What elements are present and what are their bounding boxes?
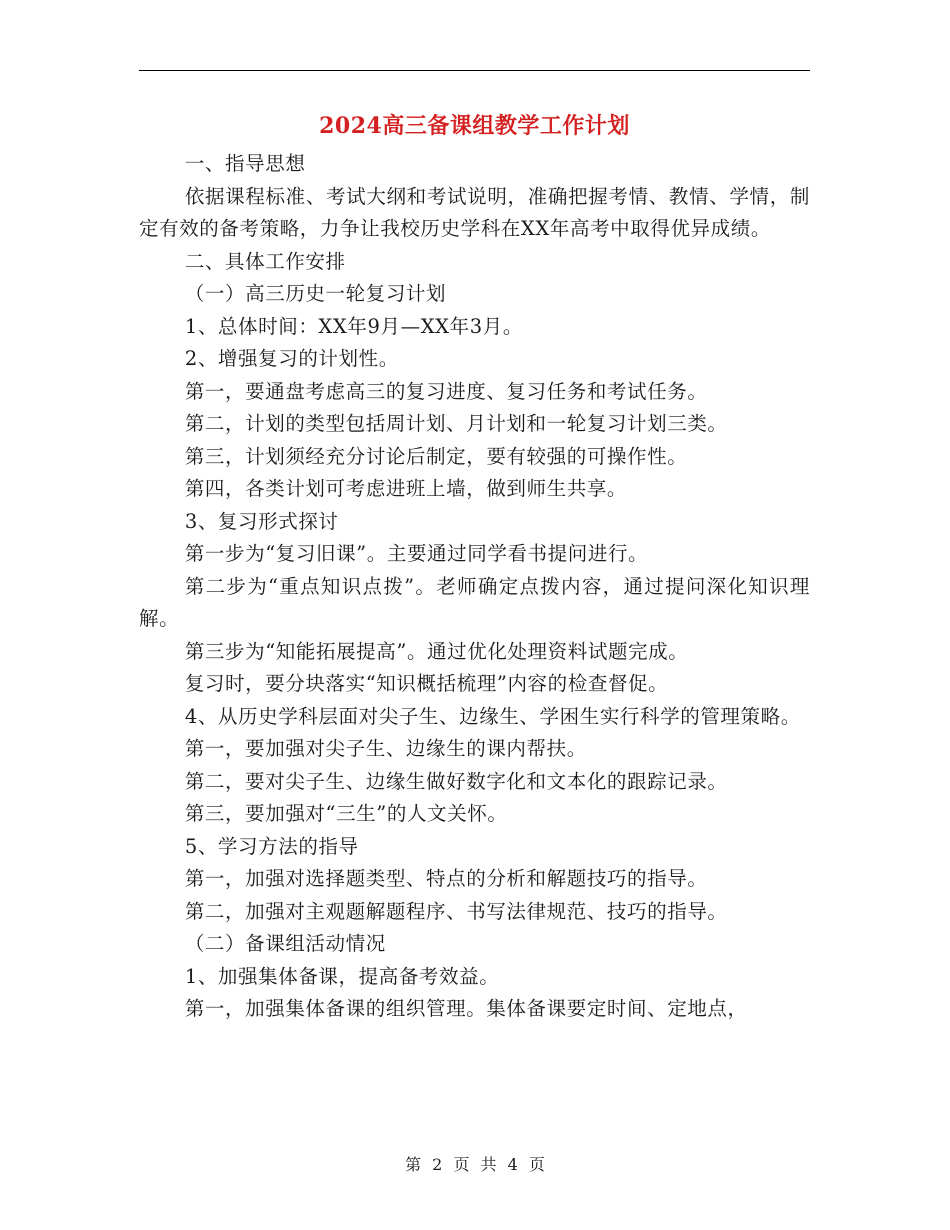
- list-item: 1、总体时间：XX年9月—XX年3月。: [184, 314, 523, 338]
- list-item: 第三，计划须经充分讨论后制定，要有较强的可操作性。: [184, 444, 688, 468]
- list-item: 第四，各类计划可考虑进班上墙，做到师生共享。: [184, 477, 628, 500]
- list-item: 第二，计划的类型包括周计划、月计划和一轮复习计划三类。: [184, 412, 728, 435]
- list-item: 第二，要对尖子生、边缘生做好数字化和文本化的跟踪记录。: [184, 769, 728, 793]
- page-number-footer: 第 2 页 共 4 页: [405, 1155, 545, 1174]
- list-item: 5、学习方法的指导: [184, 834, 359, 858]
- subsection-heading: （二）备课组活动情况: [184, 932, 386, 955]
- section-heading-1: 一、指导思想: [184, 152, 306, 175]
- list-item: 1、加强集体备课，提高备考效益。: [184, 964, 500, 988]
- list-item: 2、增强复习的计划性。: [184, 347, 399, 370]
- list-item: 第一，加强集体备课的组织管理。集体备课要定时间、定地点，: [184, 997, 748, 1020]
- subsection-heading: （一）高三历史一轮复习计划: [184, 282, 447, 305]
- header-rule: [139, 70, 810, 71]
- list-item: 复习时，要分块落实“知识概括梳理”内容的检查督促。: [184, 672, 669, 695]
- list-item: 第二步为“重点知识点拨”。老师确定点拨内容，通过提问深化知识理解。: [139, 574, 810, 630]
- list-item: 4、从历史学科层面对尖子生、边缘生、学困生实行科学的管理策略。: [184, 704, 801, 728]
- document-body: [139, 148, 810, 1026]
- list-item: 第一，加强对选择题类型、特点的分析和解题技巧的指导。: [184, 867, 708, 890]
- document-title: 2024高三备课组教学工作计划: [319, 113, 630, 139]
- list-item: 第一步为“复习旧课”。主要通过同学看书提问进行。: [184, 542, 649, 565]
- section-heading-2: 二、具体工作安排: [184, 249, 346, 273]
- list-item: 第一，要通盘考虑高三的复习进度、复习任务和考试任务。: [184, 379, 708, 403]
- list-item: 3、复习形式探讨: [184, 509, 339, 533]
- list-item: 第三，要加强对“三生”的人文关怀。: [184, 802, 508, 825]
- list-item: 第一，要加强对尖子生、边缘生的课内帮扶。: [184, 737, 587, 760]
- list-item: 第二，加强对主观题解题程序、书写法律规范、技巧的指导。: [184, 899, 728, 923]
- list-item: 第三步为“知能拓展提高”。通过优化处理资料试题完成。: [184, 639, 689, 663]
- body-paragraph: 依据课程标准、考试大纲和考试说明，准确把握考情、教情、学情，制定有效的备考策略，力争让我校历史学科在XX年高考中取得优异成绩。: [139, 184, 810, 240]
